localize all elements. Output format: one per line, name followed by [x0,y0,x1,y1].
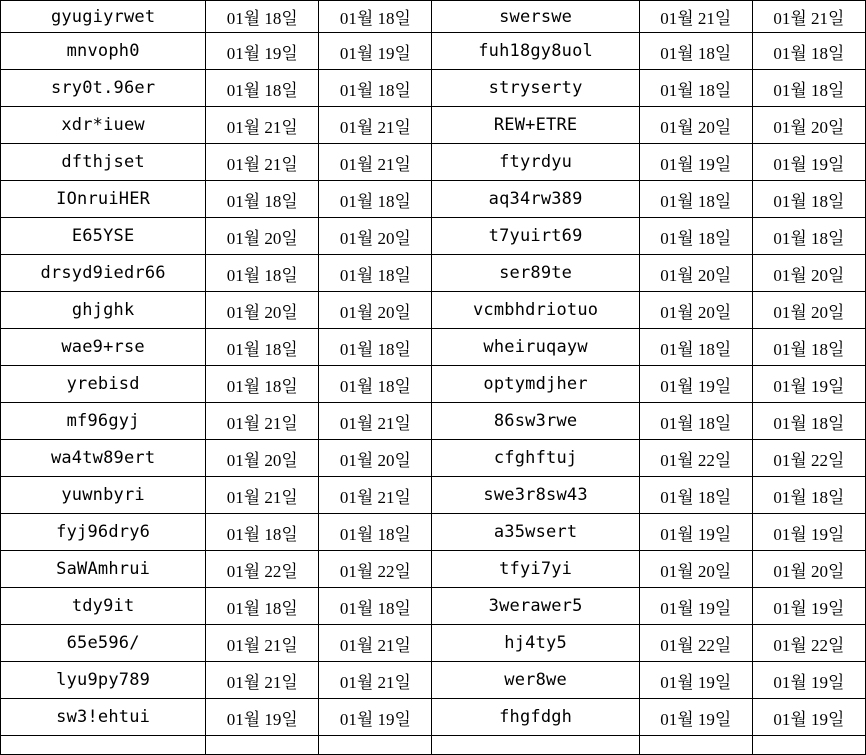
cell-date-right-1[interactable]: 01월 18일 [639,329,752,366]
cell-date-left-1[interactable]: 01월 22일 [206,551,319,588]
table-row[interactable] [1,477,866,514]
cell-date-left-1[interactable]: 01월 19일 [206,33,319,70]
cell-date-right-1[interactable]: 01월 19일 [639,662,752,699]
cell-date-left-1[interactable] [206,736,319,755]
cell-date-right-1[interactable]: 01월 20일 [639,292,752,329]
cell-name-left[interactable]: SaWAmhrui [1,551,206,588]
cell-name-left[interactable] [1,736,206,755]
cell-date-left-1[interactable]: 01월 18일 [206,255,319,292]
cell-date-right-1[interactable]: 01월 22일 [639,625,752,662]
cell-date-left-2[interactable]: 01월 21일 [319,625,432,662]
cell-date-left-1[interactable]: 01월 20일 [206,218,319,255]
table-row[interactable] [1,255,866,292]
cell-date-left-2[interactable] [319,736,432,755]
cell-date-right-1[interactable]: 01월 18일 [639,477,752,514]
cell-name-right[interactable]: cfghftuj [432,440,639,477]
table-row[interactable] [1,699,866,736]
cell-date-left-1[interactable]: 01월 21일 [206,477,319,514]
cell-date-right-2[interactable]: 01월 18일 [752,181,865,218]
cell-name-left[interactable]: tdy9it [1,588,206,625]
cell-date-right-1[interactable]: 01월 19일 [639,366,752,403]
table-row[interactable] [1,1,866,33]
cell-date-right-2[interactable]: 01월 18일 [752,70,865,107]
cell-name-left[interactable]: wa4tw89ert [1,440,206,477]
cell-date-left-2[interactable]: 01월 18일 [319,181,432,218]
cell-name-left[interactable]: yuwnbyri [1,477,206,514]
table-row[interactable] [1,144,866,181]
cell-date-right-2[interactable]: 01월 20일 [752,255,865,292]
table-row[interactable] [1,292,866,329]
cell-date-right-2[interactable]: 01월 19일 [752,699,865,736]
cell-name-left[interactable]: mnvoph0 [1,33,206,70]
cell-name-left[interactable]: sw3!ehtui [1,699,206,736]
cell-date-right-2[interactable]: 01월 19일 [752,588,865,625]
cell-name-right[interactable] [432,736,639,755]
cell-date-left-2[interactable]: 01월 21일 [319,107,432,144]
cell-date-right-2[interactable]: 01월 19일 [752,514,865,551]
cell-date-left-2[interactable]: 01월 22일 [319,551,432,588]
cell-date-right-1[interactable]: 01월 18일 [639,33,752,70]
table-row[interactable] [1,551,866,588]
cell-date-left-2[interactable]: 01월 20일 [319,292,432,329]
cell-date-right-2[interactable]: 01월 19일 [752,662,865,699]
table-row[interactable] [1,33,866,70]
cell-date-right-1[interactable]: 01월 22일 [639,440,752,477]
cell-date-right-1[interactable]: 01월 21일 [639,1,752,33]
cell-date-right-2[interactable]: 01월 18일 [752,403,865,440]
cell-name-right[interactable]: wer8we [432,662,639,699]
cell-date-right-1[interactable]: 01월 19일 [639,144,752,181]
cell-date-left-2[interactable]: 01월 19일 [319,33,432,70]
cell-date-right-2[interactable]: 01월 19일 [752,144,865,181]
cell-date-right-2[interactable] [752,736,865,755]
table-row[interactable] [1,70,866,107]
cell-date-left-2[interactable]: 01월 21일 [319,144,432,181]
cell-date-right-1[interactable]: 01월 19일 [639,699,752,736]
cell-date-right-2[interactable]: 01월 18일 [752,33,865,70]
cell-name-left[interactable]: mf96gyj [1,403,206,440]
cell-name-right[interactable]: fhgfdgh [432,699,639,736]
cell-name-right[interactable]: ftyrdyu [432,144,639,181]
cell-name-left[interactable]: E65YSE [1,218,206,255]
cell-date-right-1[interactable]: 01월 19일 [639,514,752,551]
cell-date-left-1[interactable]: 01월 21일 [206,403,319,440]
cell-name-left[interactable]: yrebisd [1,366,206,403]
cell-name-left[interactable]: gyugiyrwet [1,1,206,33]
cell-date-left-1[interactable]: 01월 18일 [206,70,319,107]
cell-date-left-1[interactable]: 01월 21일 [206,662,319,699]
cell-date-left-1[interactable]: 01월 18일 [206,514,319,551]
cell-name-right[interactable]: swe3r8sw43 [432,477,639,514]
cell-date-right-2[interactable]: 01월 20일 [752,107,865,144]
cell-name-right[interactable]: hj4ty5 [432,625,639,662]
cell-date-left-1[interactable]: 01월 18일 [206,366,319,403]
cell-date-right-1[interactable]: 01월 19일 [639,588,752,625]
cell-name-right[interactable]: swerswe [432,1,639,33]
cell-date-right-2[interactable]: 01월 20일 [752,292,865,329]
cell-date-right-1[interactable]: 01월 20일 [639,551,752,588]
table-row[interactable] [1,403,866,440]
cell-date-left-2[interactable]: 01월 18일 [319,588,432,625]
cell-date-left-2[interactable]: 01월 21일 [319,477,432,514]
cell-date-left-1[interactable]: 01월 19일 [206,699,319,736]
cell-date-left-2[interactable]: 01월 18일 [319,1,432,33]
cell-date-right-2[interactable]: 01월 22일 [752,625,865,662]
cell-name-left[interactable]: xdr*iuew [1,107,206,144]
cell-date-left-2[interactable]: 01월 18일 [319,329,432,366]
cell-name-left[interactable]: dfthjset [1,144,206,181]
table-row[interactable] [1,181,866,218]
cell-name-right[interactable]: fuh18gy8uol [432,33,639,70]
table-row[interactable] [1,662,866,699]
cell-name-left[interactable]: fyj96dry6 [1,514,206,551]
cell-date-left-1[interactable]: 01월 21일 [206,625,319,662]
cell-date-right-2[interactable]: 01월 21일 [752,1,865,33]
cell-name-right[interactable]: optymdjher [432,366,639,403]
cell-date-right-1[interactable]: 01월 18일 [639,181,752,218]
cell-date-left-2[interactable]: 01월 18일 [319,514,432,551]
cell-name-right[interactable]: wheiruqayw [432,329,639,366]
table-row[interactable] [1,736,866,755]
cell-name-right[interactable]: REW+ETRE [432,107,639,144]
cell-name-right[interactable]: t7yuirt69 [432,218,639,255]
cell-date-right-2[interactable]: 01월 18일 [752,477,865,514]
cell-name-left[interactable]: drsyd9iedr66 [1,255,206,292]
cell-date-right-1[interactable]: 01월 20일 [639,255,752,292]
cell-date-left-1[interactable]: 01월 18일 [206,1,319,33]
cell-name-right[interactable]: aq34rw389 [432,181,639,218]
cell-date-right-2[interactable]: 01월 22일 [752,440,865,477]
cell-name-right[interactable]: a35wsert [432,514,639,551]
cell-name-right[interactable]: 3werawer5 [432,588,639,625]
table-row[interactable] [1,440,866,477]
cell-date-left-2[interactable]: 01월 21일 [319,662,432,699]
table-row[interactable] [1,329,866,366]
table-row[interactable] [1,366,866,403]
cell-date-right-2[interactable]: 01월 19일 [752,366,865,403]
table-body [1,1,866,755]
table-row[interactable] [1,218,866,255]
cell-date-right-1[interactable] [639,736,752,755]
cell-date-right-1[interactable]: 01월 18일 [639,403,752,440]
cell-date-left-2[interactable]: 01월 20일 [319,440,432,477]
cell-date-left-1[interactable]: 01월 21일 [206,107,319,144]
cell-date-right-2[interactable]: 01월 18일 [752,329,865,366]
cell-name-right[interactable]: ser89te [432,255,639,292]
table-row[interactable] [1,588,866,625]
cell-name-left[interactable]: wae9+rse [1,329,206,366]
cell-date-right-2[interactable]: 01월 18일 [752,218,865,255]
cell-date-left-1[interactable]: 01월 20일 [206,292,319,329]
table-row[interactable] [1,514,866,551]
cell-name-left[interactable]: IOnruiHER [1,181,206,218]
cell-date-left-1[interactable]: 01월 18일 [206,329,319,366]
table-row[interactable] [1,107,866,144]
cell-date-left-1[interactable]: 01월 18일 [206,588,319,625]
cell-name-right[interactable]: stryserty [432,70,639,107]
cell-date-left-1[interactable]: 01월 21일 [206,144,319,181]
table-row[interactable] [1,625,866,662]
cell-name-left[interactable]: ghjghk [1,292,206,329]
cell-name-left[interactable]: lyu9py789 [1,662,206,699]
cell-date-right-1[interactable]: 01월 18일 [639,218,752,255]
cell-date-left-2[interactable]: 01월 18일 [319,366,432,403]
cell-date-left-2[interactable]: 01월 20일 [319,218,432,255]
cell-date-right-2[interactable]: 01월 20일 [752,551,865,588]
cell-date-right-1[interactable]: 01월 20일 [639,107,752,144]
cell-name-left[interactable]: 65e596/ [1,625,206,662]
cell-date-left-2[interactable]: 01월 18일 [319,70,432,107]
cell-date-right-1[interactable]: 01월 18일 [639,70,752,107]
cell-name-right[interactable]: tfyi7yi [432,551,639,588]
cell-date-left-1[interactable]: 01월 20일 [206,440,319,477]
cell-date-left-2[interactable]: 01월 21일 [319,403,432,440]
cell-name-right[interactable]: 86sw3rwe [432,403,639,440]
cell-name-left[interactable]: sry0t.96er [1,70,206,107]
cell-name-right[interactable]: vcmbhdriotuo [432,292,639,329]
cell-date-left-1[interactable]: 01월 18일 [206,181,319,218]
cell-date-left-2[interactable]: 01월 19일 [319,699,432,736]
cell-date-left-2[interactable]: 01월 18일 [319,255,432,292]
